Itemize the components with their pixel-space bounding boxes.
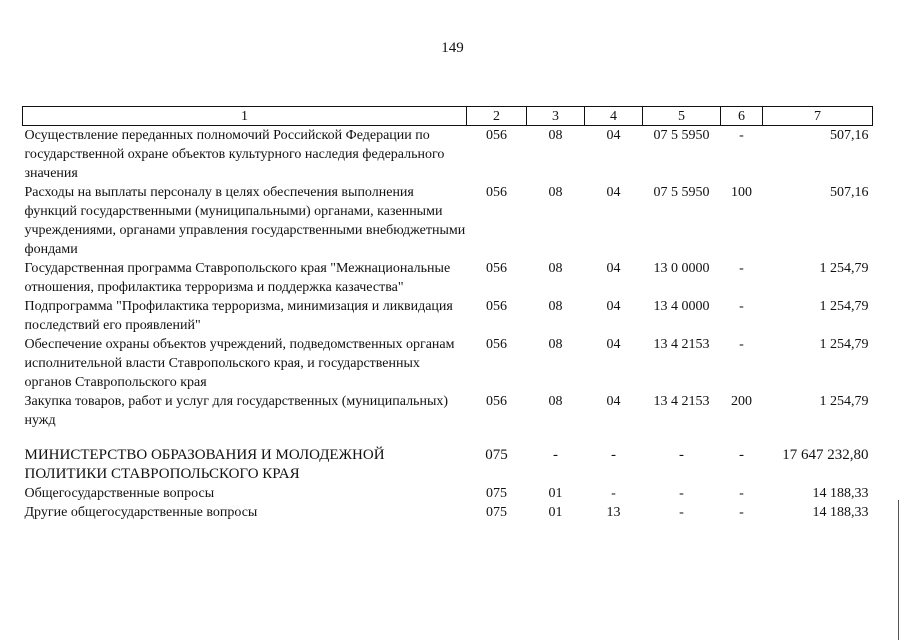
cell-amount: 14 188,33 — [812, 505, 869, 520]
cell-subsection: 04 — [606, 337, 621, 352]
cell-subsection: - — [611, 486, 616, 501]
cell-target: 13 4 2153 — [653, 337, 710, 352]
cell-section: 01 — [548, 505, 563, 520]
cell-expense-type: - — [739, 128, 744, 143]
cell-subsection: 04 — [606, 185, 621, 200]
cell-amount: 1 254,79 — [819, 394, 869, 409]
cell-code: 075 — [485, 447, 508, 463]
column-header: 1 — [23, 107, 467, 126]
column-header: 3 — [527, 107, 585, 126]
row-name: Государственная программа Ставропольского края "Межнациональные отношения, профилактика терроризма и поддержка казачества" — [24, 261, 451, 295]
row-name: Другие общегосударственные вопросы — [24, 505, 258, 520]
cell-code: 075 — [486, 505, 507, 520]
cell-code: 075 — [486, 486, 507, 501]
cell-subsection: 04 — [606, 394, 621, 409]
row-name: Обеспечение охраны объектов учреждений, подведомственных органам исполнительной власти Ставропольского края, и государственных органов Ставропольского края — [24, 337, 455, 390]
cell-target: 13 0 0000 — [653, 261, 710, 276]
cell-expense-type: 100 — [731, 185, 752, 200]
cell-section: 01 — [548, 486, 563, 501]
cell-subsection: 04 — [606, 261, 621, 276]
cell-expense-type: - — [739, 299, 744, 314]
cell-target: 13 4 0000 — [653, 299, 710, 314]
cell-code: 056 — [486, 185, 507, 200]
table-row — [23, 126, 873, 184]
cell-expense-type: - — [739, 337, 744, 352]
cell-target: 07 5 5950 — [653, 128, 710, 143]
cell-code: 056 — [486, 299, 507, 314]
table-row — [23, 392, 873, 430]
table-row — [23, 259, 873, 297]
table-row — [23, 484, 873, 503]
cell-expense-type: - — [739, 486, 744, 501]
cell-code: 056 — [486, 337, 507, 352]
row-name: Осуществление переданных полномочий Российской Федерации по государственной охране объектов культурного наследия федерального значения — [24, 128, 445, 181]
cell-amount: 507,16 — [830, 185, 869, 200]
table-row — [23, 335, 873, 392]
table-row — [23, 503, 873, 522]
cell-code: 056 — [486, 261, 507, 276]
table-row — [23, 297, 873, 335]
cell-expense-type: - — [739, 505, 744, 520]
cell-code: 056 — [486, 394, 507, 409]
column-header: 2 — [467, 107, 527, 126]
scan-edge-line — [898, 500, 899, 640]
cell-subsection: 13 — [606, 505, 621, 520]
table-row-ministry — [23, 430, 873, 484]
cell-amount: 1 254,79 — [819, 337, 869, 352]
cell-target: 13 4 2153 — [653, 394, 710, 409]
column-header: 5 — [643, 107, 721, 126]
cell-expense-type: - — [739, 447, 744, 463]
column-header: 7 — [763, 107, 873, 126]
column-header: 4 — [585, 107, 643, 126]
cell-amount: 1 254,79 — [819, 261, 869, 276]
cell-section: 08 — [548, 128, 563, 143]
cell-target: 07 5 5950 — [653, 185, 710, 200]
cell-subsection: - — [611, 447, 616, 463]
cell-code: 056 — [486, 128, 507, 143]
cell-expense-type: 200 — [731, 394, 752, 409]
cell-section: 08 — [548, 185, 563, 200]
cell-amount: 14 188,33 — [812, 486, 869, 501]
page-number: 149 — [441, 40, 464, 56]
row-name: Общегосударственные вопросы — [24, 486, 215, 501]
table-header-row — [23, 107, 873, 126]
row-name: Закупка товаров, работ и услуг для государственных (муниципальных) нужд — [24, 394, 449, 428]
cell-target: - — [679, 486, 684, 501]
cell-section: 08 — [548, 261, 563, 276]
cell-expense-type: - — [739, 261, 744, 276]
cell-amount: 1 254,79 — [819, 299, 869, 314]
column-header: 6 — [721, 107, 763, 126]
cell-section: - — [553, 447, 558, 463]
cell-amount: 17 647 232,80 — [782, 447, 869, 463]
cell-amount: 507,16 — [830, 128, 869, 143]
cell-section: 08 — [548, 299, 563, 314]
row-name: МИНИСТЕРСТВО ОБРАЗОВАНИЯ И МОЛОДЕЖНОЙ ПОЛИТИКИ СТАВРОПОЛЬСКОГО КРАЯ — [24, 447, 385, 482]
cell-section: 08 — [548, 394, 563, 409]
budget-table — [22, 106, 873, 522]
cell-target: - — [679, 505, 684, 520]
row-name: Расходы на выплаты персоналу в целях обеспечения выполнения функций государственными (муниципальными) органами, казенными учреждениями, органами управления государственными внебюджетными фондами — [24, 185, 466, 257]
table-row — [23, 183, 873, 259]
cell-subsection: 04 — [606, 128, 621, 143]
cell-section: 08 — [548, 337, 563, 352]
cell-subsection: 04 — [606, 299, 621, 314]
cell-target: - — [679, 447, 684, 463]
row-name: Подпрограмма "Профилактика терроризма, минимизация и ликвидация последствий его проявлений" — [24, 299, 453, 333]
